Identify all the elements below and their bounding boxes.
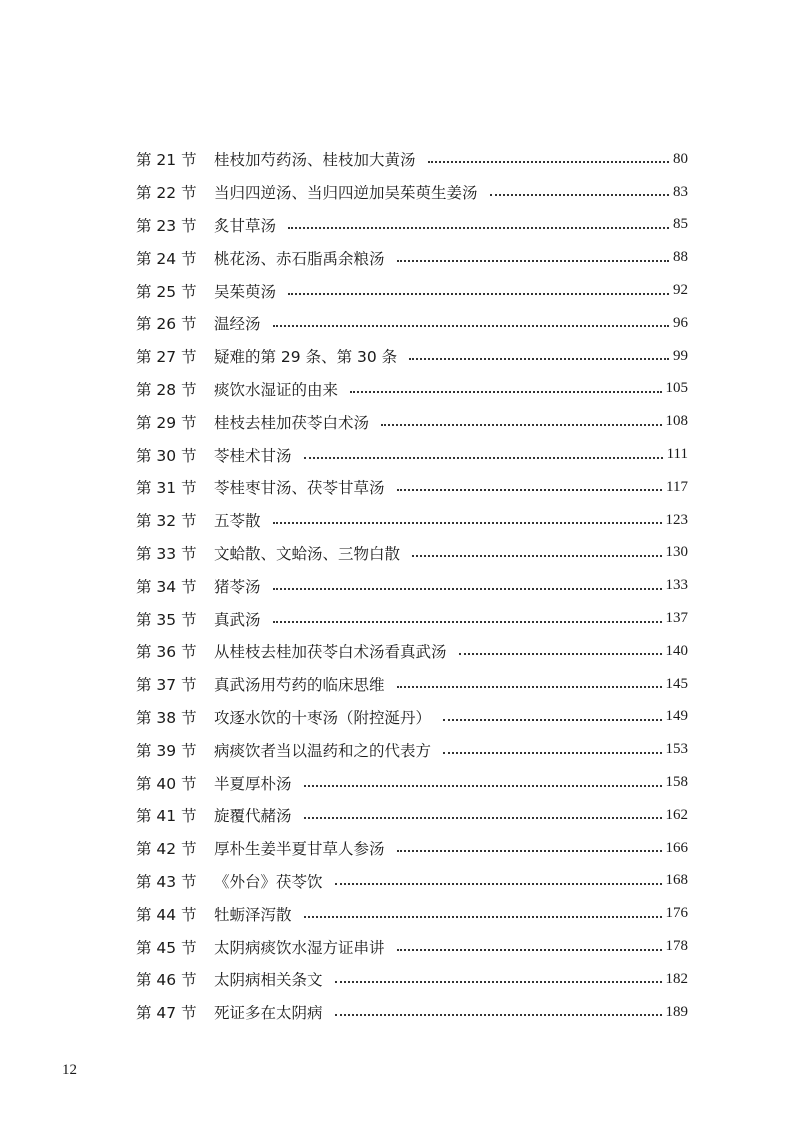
section-number: 第 21 节 — [136, 151, 197, 170]
toc-entry — [136, 865, 688, 898]
section-title: 病痰饮者当以温药和之的代表方 — [214, 741, 432, 760]
page-ref: 123 — [665, 511, 688, 528]
section-number: 第 37 节 — [136, 676, 197, 695]
toc-entry — [136, 930, 688, 963]
section-number: 第 34 节 — [136, 577, 197, 596]
section-title: 太阴病相关条文 — [214, 971, 323, 990]
page-ref: 149 — [665, 708, 688, 725]
section-number: 第 36 节 — [136, 643, 197, 662]
section-title: 桃花汤、赤石脂禹余粮汤 — [214, 249, 385, 268]
dot-leader — [397, 686, 662, 688]
section-title: 从桂枝去桂加茯苓白术汤看真武汤 — [214, 643, 447, 662]
toc-entry — [136, 241, 688, 274]
dot-leader — [304, 916, 662, 918]
page-ref: 145 — [665, 675, 688, 692]
toc-entry — [136, 897, 688, 930]
section-title: 厚朴生姜半夏甘草人参汤 — [214, 840, 385, 859]
section-title: 桂枝加芍药汤、桂枝加大黄汤 — [214, 151, 416, 170]
dot-leader — [288, 227, 669, 229]
section-number: 第 32 节 — [136, 512, 197, 531]
section-title: 猪苓汤 — [214, 577, 261, 596]
toc-entry — [136, 405, 688, 438]
section-title: 苓桂枣甘汤、茯苓甘草汤 — [214, 479, 385, 498]
section-number: 第 24 节 — [136, 249, 197, 268]
page-ref: 111 — [666, 446, 688, 463]
section-number: 第 45 节 — [136, 938, 197, 957]
dot-leader — [288, 293, 669, 295]
section-title: 炙甘草汤 — [214, 216, 277, 235]
page-ref: 178 — [665, 938, 688, 955]
section-title: 攻逐水饮的十枣汤（附控涎丹） — [214, 708, 432, 727]
toc-entry — [136, 569, 688, 602]
page-ref: 99 — [673, 347, 688, 364]
section-number: 第 26 节 — [136, 315, 197, 334]
section-number: 第 30 节 — [136, 446, 197, 465]
toc-entry — [136, 209, 688, 242]
dot-leader — [304, 785, 662, 787]
page-ref: 168 — [665, 872, 688, 889]
dot-leader — [490, 194, 669, 196]
section-number: 第 46 节 — [136, 971, 197, 990]
page-ref: 166 — [665, 839, 688, 856]
section-title: 痰饮水湿证的由来 — [214, 380, 339, 399]
section-title: 五苓散 — [214, 512, 261, 531]
dot-leader — [350, 391, 661, 393]
section-number: 第 47 节 — [136, 1004, 197, 1023]
page-ref: 105 — [665, 380, 688, 397]
toc-entry — [136, 963, 688, 996]
page-ref: 176 — [665, 905, 688, 922]
dot-leader — [273, 588, 662, 590]
section-number: 第 39 节 — [136, 741, 197, 760]
section-title: 苓桂术甘汤 — [214, 446, 292, 465]
dot-leader — [397, 489, 663, 491]
dot-leader — [443, 752, 661, 754]
toc-entry — [136, 373, 688, 406]
section-number: 第 25 节 — [136, 282, 197, 301]
page-ref: 158 — [665, 774, 688, 791]
toc-entry — [136, 701, 688, 734]
section-number: 第 44 节 — [136, 905, 197, 924]
page-ref: 162 — [665, 806, 688, 823]
page-ref: 88 — [673, 249, 688, 266]
dot-leader — [273, 522, 662, 524]
page-ref: 92 — [673, 282, 688, 299]
page-ref: 80 — [673, 150, 688, 167]
dot-leader — [397, 260, 669, 262]
dot-leader — [304, 457, 663, 459]
dot-leader — [428, 161, 669, 163]
toc-entry — [136, 635, 688, 668]
table-of-contents — [136, 143, 688, 1029]
toc-entry — [136, 668, 688, 701]
dot-leader — [304, 817, 662, 819]
section-title: 温经汤 — [214, 315, 261, 334]
section-title: 桂枝去桂加茯苓白术汤 — [214, 413, 370, 432]
toc-entry — [136, 471, 688, 504]
section-number: 第 38 节 — [136, 708, 197, 727]
page-ref: 189 — [665, 1003, 688, 1020]
section-title: 文蛤散、文蛤汤、三物白散 — [214, 544, 401, 563]
dot-leader — [459, 653, 662, 655]
page-ref: 133 — [665, 577, 688, 594]
section-title: 吴茱萸汤 — [214, 282, 277, 301]
section-number: 第 28 节 — [136, 380, 197, 399]
section-number: 第 23 节 — [136, 216, 197, 235]
dot-leader — [335, 883, 662, 885]
dot-leader — [412, 555, 661, 557]
section-title: 死证多在太阴病 — [214, 1004, 323, 1023]
section-title: 真武汤用芍药的临床思维 — [214, 676, 385, 695]
page-ref: 85 — [673, 216, 688, 233]
section-number: 第 29 节 — [136, 413, 197, 432]
toc-entry — [136, 996, 688, 1029]
page-ref: 182 — [665, 970, 688, 987]
page-ref: 83 — [673, 183, 688, 200]
toc-entry — [136, 537, 688, 570]
dot-leader — [381, 424, 661, 426]
section-title: 半夏厚朴汤 — [214, 774, 292, 793]
section-title: 当归四逆汤、当归四逆加吴茱萸生姜汤 — [214, 184, 478, 203]
section-number: 第 33 节 — [136, 544, 197, 563]
page-ref: 117 — [666, 478, 688, 495]
section-title: 疑难的第 29 条、第 30 条 — [214, 348, 398, 367]
section-number: 第 27 节 — [136, 348, 197, 367]
section-title: 太阴病痰饮水湿方证串讲 — [214, 938, 385, 957]
dot-leader — [409, 358, 669, 360]
toc-entry — [136, 504, 688, 537]
page-number: 12 — [62, 1062, 77, 1078]
section-title: 旋覆代赭汤 — [214, 807, 292, 826]
toc-entry — [136, 832, 688, 865]
toc-entry — [136, 766, 688, 799]
page-ref: 130 — [665, 544, 688, 561]
dot-leader — [335, 981, 662, 983]
toc-entry — [136, 340, 688, 373]
section-title: 牡蛎泽泻散 — [214, 905, 292, 924]
page-ref: 96 — [673, 314, 688, 331]
section-number: 第 35 节 — [136, 610, 197, 629]
section-title: 《外台》茯苓饮 — [214, 872, 323, 891]
toc-entry — [136, 176, 688, 209]
dot-leader — [273, 621, 662, 623]
section-number: 第 22 节 — [136, 184, 197, 203]
section-number: 第 42 节 — [136, 840, 197, 859]
dot-leader — [273, 325, 669, 327]
dot-leader — [397, 949, 662, 951]
toc-entry — [136, 274, 688, 307]
dot-leader — [443, 719, 661, 721]
toc-entry — [136, 143, 688, 176]
section-number: 第 41 节 — [136, 807, 197, 826]
toc-entry — [136, 733, 688, 766]
section-number: 第 31 节 — [136, 479, 197, 498]
page-ref: 140 — [665, 642, 688, 659]
toc-entry — [136, 799, 688, 832]
page-ref: 153 — [665, 741, 688, 758]
section-title: 真武汤 — [214, 610, 261, 629]
toc-entry — [136, 307, 688, 340]
page-ref: 108 — [665, 413, 688, 430]
toc-entry — [136, 438, 688, 471]
page-ref: 137 — [665, 610, 688, 627]
section-number: 第 43 节 — [136, 872, 197, 891]
dot-leader — [335, 1014, 662, 1016]
section-number: 第 40 节 — [136, 774, 197, 793]
dot-leader — [397, 850, 662, 852]
toc-entry — [136, 602, 688, 635]
